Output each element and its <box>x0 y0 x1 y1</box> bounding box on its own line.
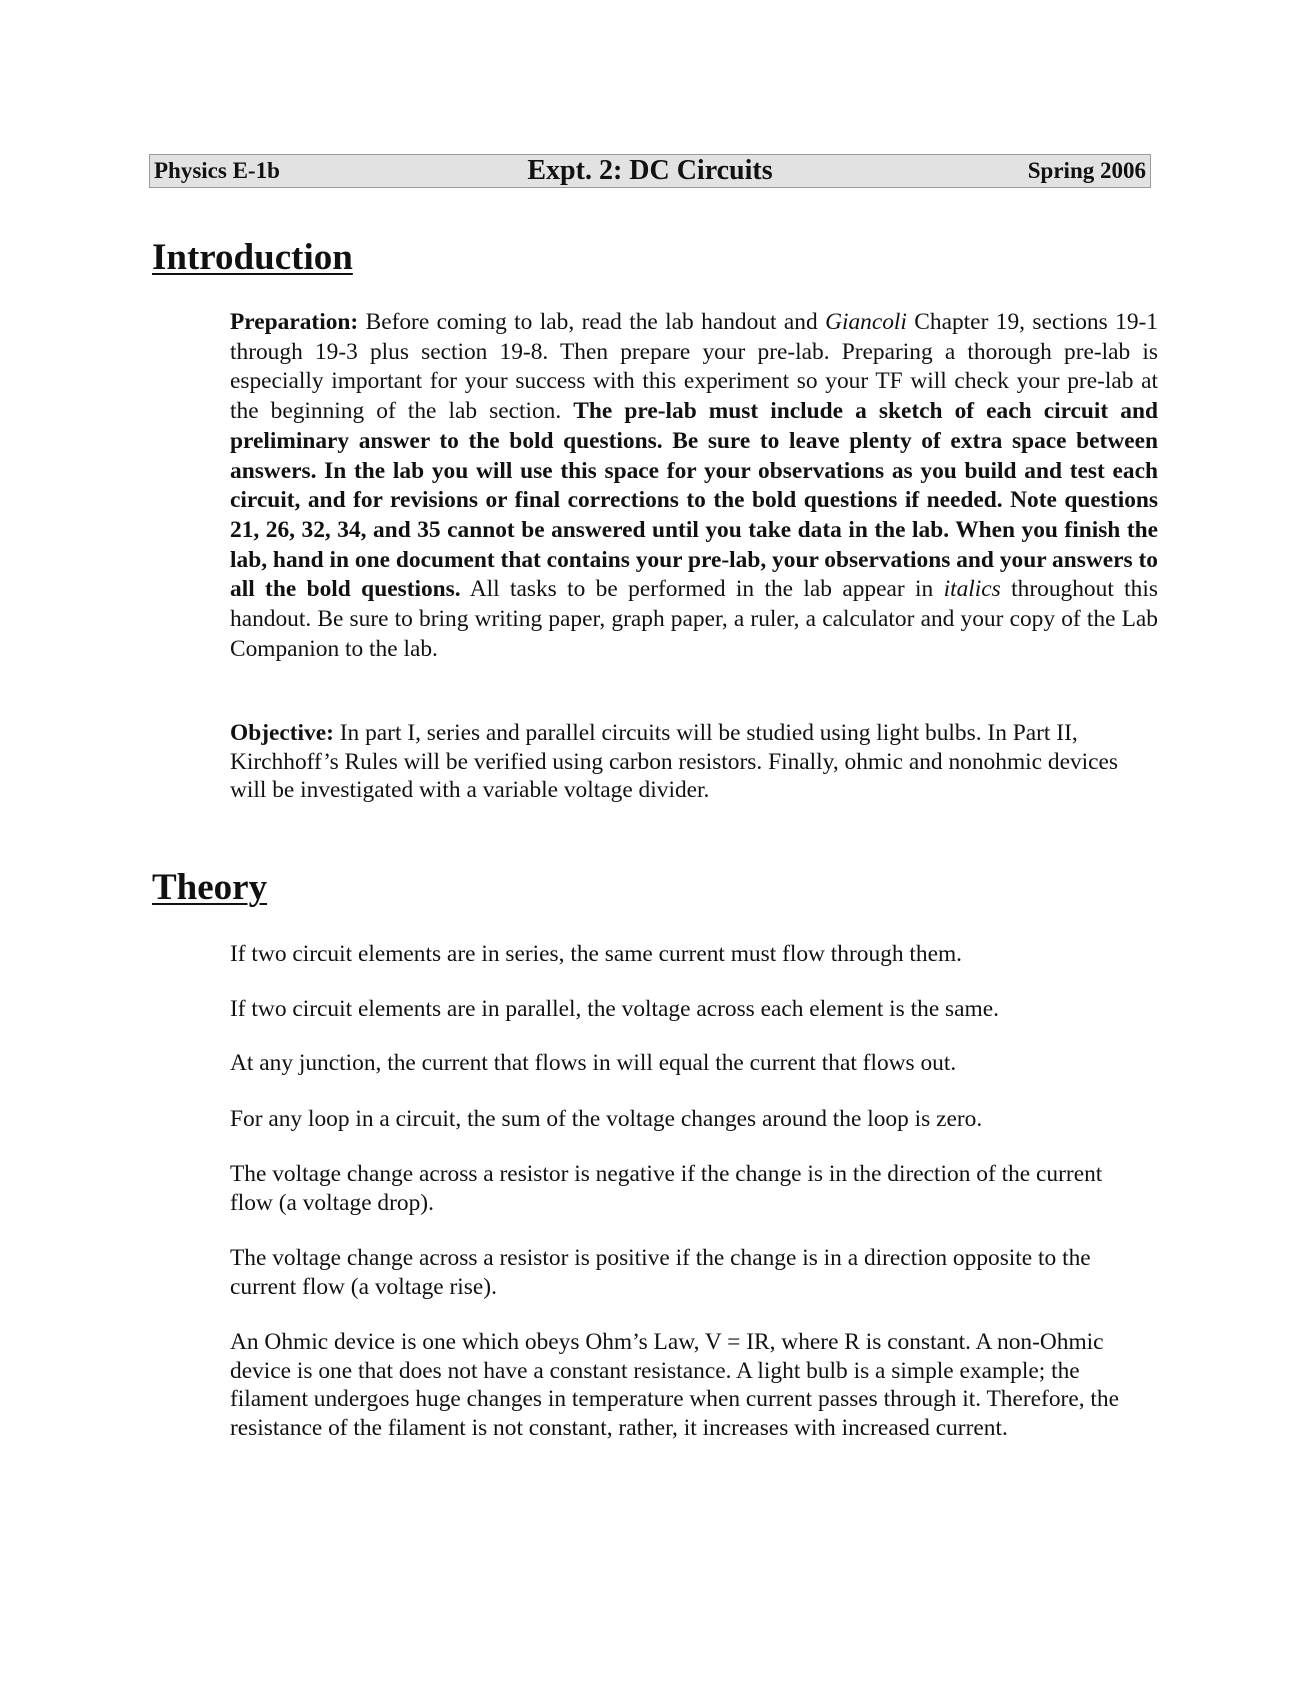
theory-voltage-drop: The voltage change across a resistor is negative if the change is in the direction of the current flow (a voltage drop). <box>230 1161 1103 1216</box>
preparation-text-1: Before coming to lab, read the lab handout and <box>358 309 826 335</box>
objective-paragraph <box>230 719 1150 805</box>
experiment-title: Expt. 2: DC Circuits <box>527 155 773 186</box>
term-label: Spring 2006 <box>1027 158 1146 183</box>
theory-junction-rule: At any junction, the current that flows in will equal the current that flows out. <box>230 1050 957 1076</box>
italics-word: italics <box>943 576 1001 603</box>
preparation-paragraph <box>230 308 1158 664</box>
document-header <box>149 154 1151 188</box>
preparation-text-2: Chapter 19, sections 19-1 through 19-3 plus section 19-8. Then prepare your pre-lab. Preparing a thorough pre-lab is especially important for your success with this experiment so your TF will check your pre-lab at the beginning of the lab section. <box>230 309 1158 425</box>
theory-heading: Theory <box>152 867 268 908</box>
preparation-label: Preparation: <box>230 309 359 335</box>
introduction-heading: Introduction <box>152 237 353 278</box>
preparation-bold-instructions: The pre-lab must include a sketch of each circuit and preliminary answer to the bold questions. Be sure to leave plenty of extra space between answers. In the lab you will use this space for your observations as you build and test each circuit, and for revisions or final corrections to the bold questions if needed. Note questions 21, 26, 32, 34, and 35 cannot be answered until you take data in the lab. When you finish the lab, hand in one document that contains your pre-lab, your observations and your answers to all the bold questions. <box>230 398 1158 603</box>
objective-label: Objective: <box>230 720 334 746</box>
preparation-text-3: All tasks to be performed in the lab appear in <box>460 576 944 603</box>
theory-parallel-rule: If two circuit elements are in parallel, the voltage across each element is the same. <box>230 996 999 1022</box>
theory-series-rule: If two circuit elements are in series, the same current must flow through them. <box>230 941 963 967</box>
course-name: Physics E-1b <box>154 158 280 183</box>
book-title: Giancoli <box>825 309 907 335</box>
theory-loop-rule: For any loop in a circuit, the sum of the voltage changes around the loop is zero. <box>230 1106 983 1132</box>
preparation-text-4: throughout this handout. Be sure to bring writing paper, graph paper, a ruler, a calculator and your copy of the Lab Companion to the lab. <box>230 576 1158 662</box>
theory-ohmic-device: An Ohmic device is one which obeys Ohm’s Law, V = IR, where R is constant. A non-Ohmic device is one that does not have a constant resistance. A light bulb is a simple example; the filament undergoes huge changes in temperature when current passes through it. Therefore, the resistance of the filament is not constant, rather, it increases with increased current. <box>230 1329 1119 1441</box>
theory-voltage-rise: The voltage change across a resistor is positive if the change is in a direction opposite to the current flow (a voltage rise). <box>230 1245 1091 1300</box>
objective-text: In part I, series and parallel circuits will be studied using light bulbs. In Part II, Kirchhoff’s Rules will be verified using carbon resistors. Finally, ohmic and nonohmic devices will be investigated with a variable voltage divider. <box>230 720 1119 803</box>
